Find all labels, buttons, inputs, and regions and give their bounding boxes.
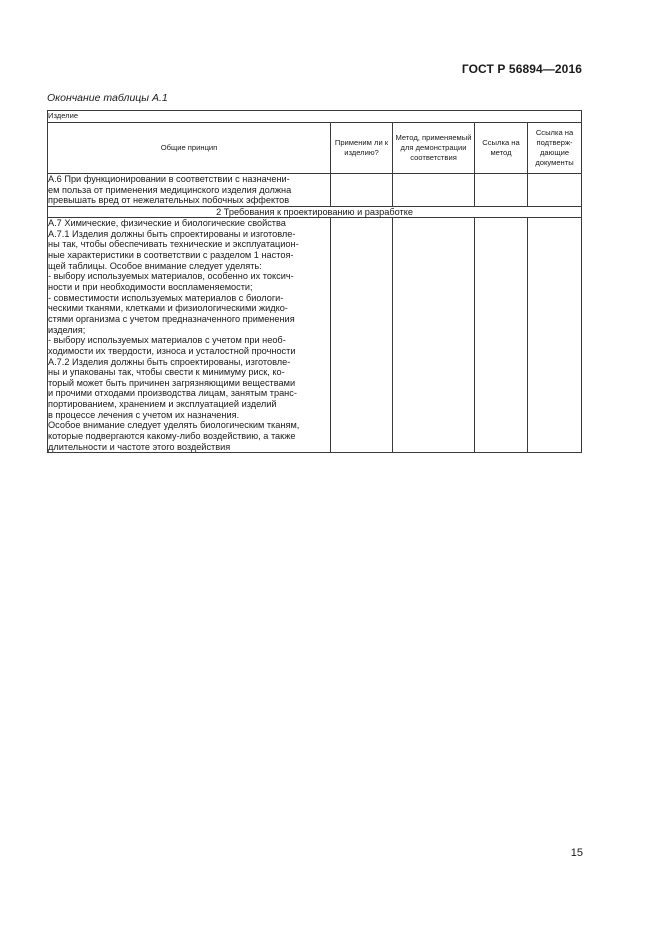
column-header-doc-ref: Ссылка на подтверж-дающие документы	[528, 123, 582, 174]
standard-code: ГОСТ Р 56894—2016	[461, 62, 582, 76]
cell-empty	[331, 217, 393, 452]
principle-a7: А.7 Химические, физические и биологические свойства А.7.1 Изделия должны быть спроектированы и изготовле- ны так, чтобы обеспечивать технические и эксплуатацион- ные характеристики в соответствии с разделом 1 настоя- щей таблицы. Особое внимание следует уделять: - выбору используемых материалов, особенно их токсич- ности и при необходимости воспламеняемости; - совместимости используемых материалов с биологи- ческими тканями, клетками и физиологическими жидко- стями организма с учетом предназначенного применения изделия; - выбору используемых материалов с учетом при необ- ходимости их твердости, износа и усталостной прочности А.7.2 Изделия должны быть спроектированы, изготовле- ны и упакованы так, чтобы свести к минимуму риск, ко- торый может быть причинен загрязняющими веществами и прочими отходами производства лицам, занятым транс- портированием, хранением и эксплуатацией изделий в процессе лечения с учетом их назначения. Особое внимание следует уделять биологическим тканям, которые подвергаются какому-либо воздействию, а также длительности и частоте этого воздействия	[48, 217, 331, 452]
cell-empty	[393, 217, 475, 452]
table-row-section-2	[48, 206, 582, 217]
column-header-applicable: Применим ли к изделию?	[331, 123, 393, 174]
cell-empty	[475, 217, 528, 452]
column-header-method-ref: Ссылка на метод	[475, 123, 528, 174]
table-caption: Окончание таблицы А.1	[47, 92, 168, 104]
page-number: 15	[570, 847, 583, 859]
table-row-product	[48, 111, 582, 123]
section-heading: 2 Требования к проектированию и разработке	[48, 206, 582, 217]
cell-empty	[331, 174, 393, 207]
cell-empty	[528, 217, 582, 452]
column-header-method: Метод, применяемый для демонстрации соответствия	[393, 123, 475, 174]
cell-empty	[393, 174, 475, 207]
cell-empty	[528, 174, 582, 207]
table-row-a6	[48, 174, 582, 207]
table-header-row	[48, 123, 582, 174]
product-label: Изделие	[48, 111, 582, 123]
table-row-a7	[48, 217, 582, 452]
principle-a6: А.6 При функционировании в соответствии с назначени- ем польза от применения медицинского изделия должна превышать вред от нежелательных побочных эффектов	[48, 174, 331, 207]
cell-empty	[475, 174, 528, 207]
column-header-principle: Общие принцип	[48, 123, 331, 174]
requirements-table	[47, 110, 582, 453]
